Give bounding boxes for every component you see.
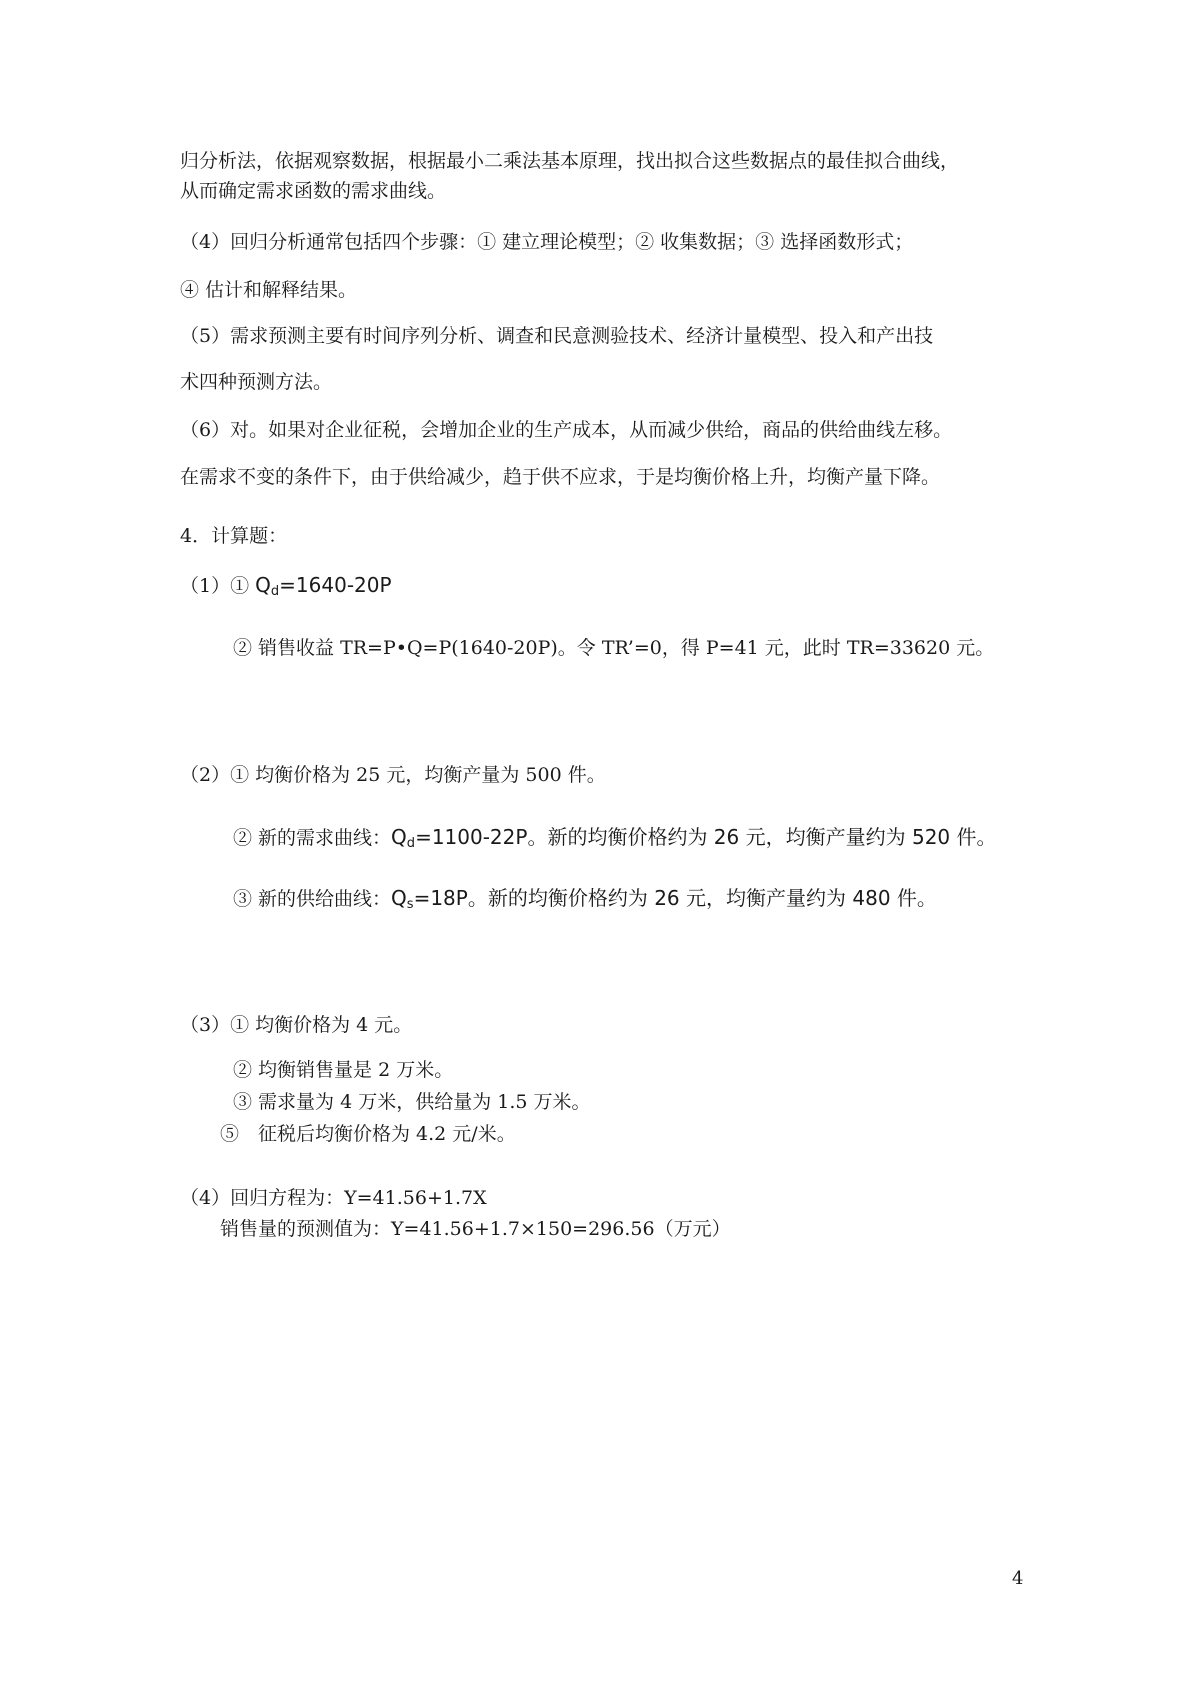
formula-subscript: d <box>406 836 416 851</box>
formula-q: Q <box>391 825 407 849</box>
formula-subscript: d <box>270 584 280 599</box>
formula-line-1 <box>180 572 392 599</box>
revenue-line: ② 销售收益 TR=P•Q=P(1640-20P)。令 TR’=0，得 P=41 元，此时 TR=33620 元。 <box>233 637 995 659</box>
tax-answer-line-2: 在需求不变的条件下，由于供给减少，趋于供不应求，于是均衡价格上升，均衡产量下降。 <box>180 466 941 488</box>
formula-prefix: ② 新的需求曲线： <box>233 827 392 849</box>
question3-line-4: ⑤ 征税后均衡价格为 4.2 元/米。 <box>220 1123 516 1145</box>
formula-prefix: （1）① <box>180 575 256 597</box>
page-number: 4 <box>1012 1568 1024 1589</box>
formula-q: Q <box>255 573 271 597</box>
forecast-methods-line-2: 术四种预测方法。 <box>180 371 333 393</box>
formula-rest: =18P。新的均衡价格约为 26 元，均衡产量约为 480 件。 <box>413 886 937 910</box>
new-supply-line <box>233 885 937 912</box>
forecast-methods-line-1: （5）需求预测主要有时间序列分析、调查和民意测验技术、经济计量模型、投入和产出技 <box>180 325 934 347</box>
regression-steps-line-2: ④ 估计和解释结果。 <box>180 279 358 301</box>
new-demand-line <box>233 824 997 851</box>
formula-prefix: ③ 新的供给曲线： <box>233 888 392 910</box>
equilibrium-line: （2）① 均衡价格为 25 元，均衡产量为 500 件。 <box>180 764 606 786</box>
regression-equation-line: （4）回归方程为：Y=41.56+1.7X <box>180 1187 487 1209</box>
paragraph-line-2: 从而确定需求函数的需求曲线。 <box>180 180 447 202</box>
paragraph-line-1: 归分析法，依据观察数据，根据最小二乘法基本原理，找出拟合这些数据点的最佳拟合曲线， <box>180 150 960 172</box>
formula-subscript: s <box>406 897 414 912</box>
formula-rest: =1100-22P。新的均衡价格约为 26 元，均衡产量约为 520 件。 <box>415 825 997 849</box>
regression-steps-line-1: （4）回归分析通常包括四个步骤：① 建立理论模型；② 收集数据；③ 选择函数形式； <box>180 231 914 253</box>
question3-line-1: （3）① 均衡价格为 4 元。 <box>180 1014 413 1036</box>
question3-line-3: ③ 需求量为 4 万米，供给量为 1.5 万米。 <box>233 1091 591 1113</box>
section-heading: 4．计算题： <box>180 525 288 547</box>
forecast-value-line: 销售量的预测值为：Y=41.56+1.7×150=296.56（万元） <box>220 1218 731 1240</box>
question3-line-2: ② 均衡销售量是 2 万米。 <box>233 1059 454 1081</box>
tax-answer-line-1: （6）对。如果对企业征税，会增加企业的生产成本，从而减少供给，商品的供给曲线左移。 <box>180 419 953 441</box>
formula-q: Q <box>391 886 407 910</box>
formula-rest: =1640-20P <box>279 573 392 597</box>
